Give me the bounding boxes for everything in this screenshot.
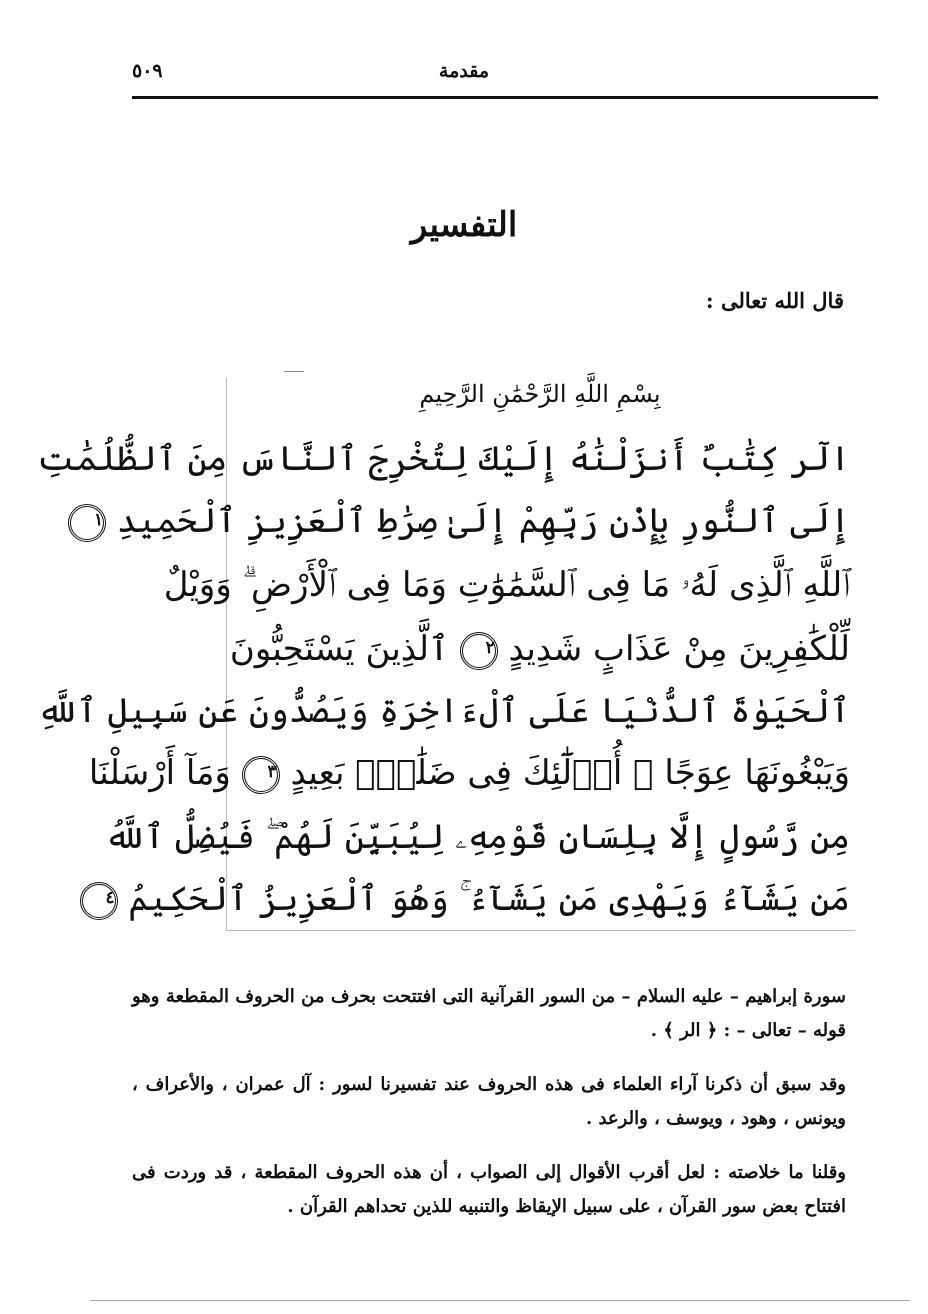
verse-line — [230, 618, 850, 680]
running-title: مقدمة — [438, 60, 490, 82]
verse-text: مِن رَّسُولٍ إِلَّا بِلِسَانِ قَوْمِهِۦ لِيُبَيِّنَ لَهُمْ ۖ فَيُضِلُّ ٱللَّهُ — [104, 817, 850, 857]
commentary-paragraph: وقلنا ما خلاصته : لعل أقرب الأقوال إلى الصواب ، أن هذه الحروف المقطعة ، قد وردت فى افتتاح بعض سور القرآن ، على سبيل الإيقاظ والتنبيه للذين تحداهم القرآن . — [132, 1162, 846, 1217]
scan-mark — [284, 371, 304, 372]
verse-line — [37, 680, 850, 742]
intro-text: قال الله تعالى : — [705, 288, 844, 313]
verse-text: ٱلَّذِينَ يَسْتَحِبُّونَ — [229, 629, 449, 669]
section-title: التفسير — [410, 205, 518, 245]
verse-text: وَيَبْغُونَهَا عِوَجًا ۚ أُو۟لَٰٓئِكَ فِى ضَلَٰلٍۭ بَعِيدٍ — [290, 753, 850, 793]
verse-text: لِّلْكَٰفِرِينَ مِنْ عَذَابٍ شَدِيدٍ — [508, 629, 850, 669]
verse-text: إِلَى ٱلنُّورِ بِإِذْنِ رَبِّهِمْ إِلَىٰ صِرَٰطِ ٱلْعَزِيزِ ٱلْحَمِيدِ — [116, 501, 850, 541]
scan-edge — [90, 1300, 910, 1301]
verse-line — [104, 806, 850, 868]
page-number: ٥٠٩ — [132, 60, 163, 82]
commentary-paragraph: سورة إبراهيم – عليه السلام – من السور القرآنية التى افتتحت بحرف من الحروف المقطعة وهو قوله – تعالى – : ﴿ الر ﴾ . — [132, 986, 846, 1041]
verse-line — [163, 554, 850, 616]
verse-text: ٱلْحَيَوٰةَ ٱلدُّنْيَا عَلَى ٱلْءَاخِرَةِ وَيَصُدُّونَ عَن سَبِيلِ ٱللَّهِ — [37, 691, 850, 731]
header-rule — [132, 96, 878, 99]
verse-line — [93, 490, 850, 552]
verse-line — [88, 742, 850, 804]
verse-line — [37, 428, 850, 490]
ayah-number-marker: ٢ — [460, 632, 498, 670]
verse-text: وَمَآ أَرْسَلْنَا — [88, 753, 231, 793]
verse-text: مَن يَشَآءُ وَيَهْدِى مَن يَشَآءُ ۚ وَهُوَ ٱلْعَزِيزُ ٱلْحَكِيمُ — [128, 879, 850, 919]
verse-text: ٱللَّهِ ٱلَّذِى لَهُۥ مَا فِى ٱلسَّمَٰوَٰتِ وَمَا فِى ٱلْأَرْضِ ۗ وَوَيْلٌ — [163, 565, 850, 605]
ayah-number-marker: ٣ — [242, 756, 280, 794]
basmala: بِسْمِ اللَّهِ الرَّحْمَٰنِ الرَّحِيمِ — [419, 380, 661, 408]
commentary-paragraph: وقد سبق أن ذكرنا آراء العلماء فى هذه الحروف عند تفسيرنا لسور : آل عمران ، والأعراف ، ويونس ، وهود ، ويوسف ، والرعد . — [132, 1074, 846, 1129]
ayah-number-marker: ١ — [68, 504, 106, 542]
ayah-number-marker: ٤ — [80, 882, 118, 920]
verse-line — [105, 868, 850, 930]
verse-text: الٓر كِتَٰبٌ أَنزَلْنَٰهُ إِلَيْكَ لِتُخْرِجَ ٱلنَّاسَ مِنَ ٱلظُّلُمَٰتِ — [37, 439, 850, 479]
